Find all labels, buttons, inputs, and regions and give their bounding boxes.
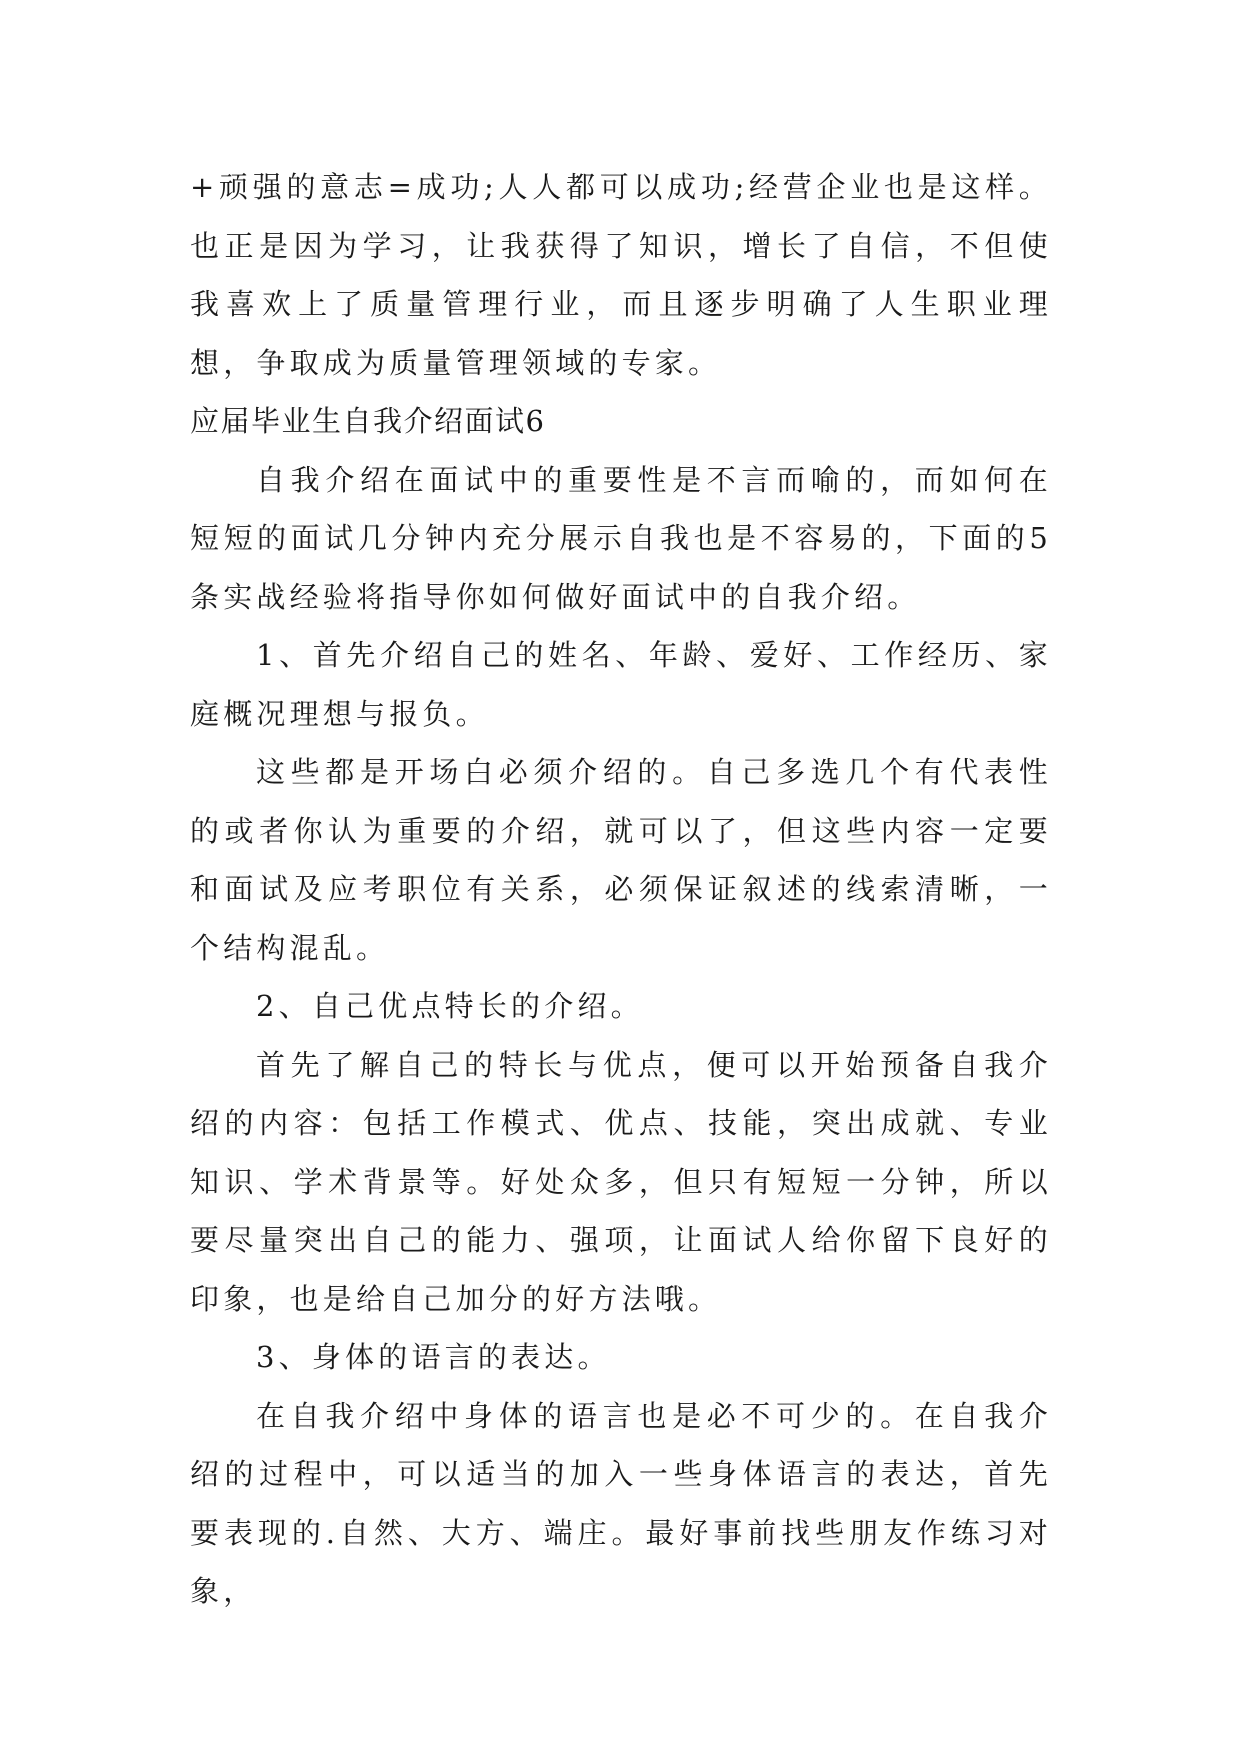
paragraph-point-3-detail: 在自我介绍中身体的语言也是必不可少的。在自我介绍的过程中，可以适当的加入一些身体语言的表达，首先要表现的.自然、大方、端庄。最好事前找些朋友作练习对象， (190, 1398, 1052, 1608)
paragraph-point-3: 3、身体的语言的表达。 (256, 1340, 611, 1374)
paragraph-point-1-detail: 这些都是开场白必须介绍的。自己多选几个有代表性的或者你认为重要的介绍，就可以了，但这些内容一定要和面试及应考职位有关系，必须保证叙述的线索清晰，一个结构混乱。 (190, 755, 1052, 965)
paragraph-continuation: +顽强的意志=成功;人人都可以成功;经营企业也是这样。也正是因为学习，让我获得了知识，增长了自信，不但使我喜欢上了质量管理行业，而且逐步明确了人生职业理想，争取成为质量管理领域的专家。 (190, 170, 1052, 380)
paragraph-point-2-detail: 首先了解自己的特长与优点，便可以开始预备自我介绍的内容：包括工作模式、优点、技能，突出成就、专业知识、学术背景等。好处众多，但只有短短一分钟，所以要尽量突出自己的能力、强项，让面试人给你留下良好的印象，也是给自己加分的好方法哦。 (190, 1047, 1052, 1316)
paragraph-point-1: 1、首先介绍自己的姓名、年龄、爱好、工作经历、家庭概况理想与报负。 (190, 638, 1052, 731)
document-body (190, 158, 1052, 1621)
paragraph-point-2: 2、自己优点特长的介绍。 (256, 989, 644, 1023)
paragraph-intro: 自我介绍在面试中的重要性是不言而喻的，而如何在短短的面试几分钟内充分展示自我也是不容易的，下面的5条实战经验将指导你如何做好面试中的自我介绍。 (190, 462, 1052, 614)
section-heading: 应届毕业生自我介绍面试6 (190, 404, 546, 438)
